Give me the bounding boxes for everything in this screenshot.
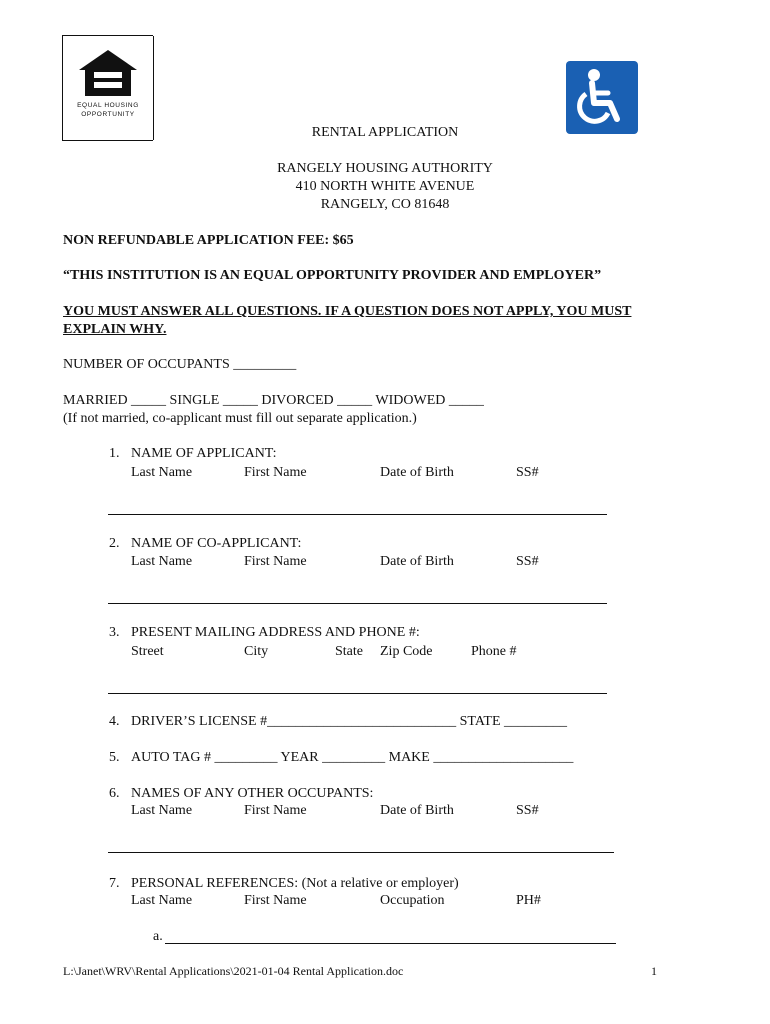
applicant-entry-line[interactable] (108, 514, 607, 515)
column-last-name: Last Name (131, 554, 193, 569)
document-title: RENTAL APPLICATION (311, 125, 459, 140)
column-state: State (335, 644, 363, 659)
column-phone: Phone # (471, 644, 517, 659)
auto-tag-field[interactable]: AUTO TAG # _________ YEAR _________ MAKE ____________________ (131, 750, 574, 765)
marital-status[interactable]: MARRIED _____ SINGLE _____ DIVORCED _____ WIDOWED _____ (63, 393, 484, 408)
column-date-of-birth: Date of Birth (380, 803, 454, 818)
footer-file-path: L:\Janet\WRV\Rental Applications\2021-01-04 Rental Application.doc (63, 964, 404, 978)
column-phone: PH# (516, 893, 541, 908)
number-of-occupants[interactable]: NUMBER OF OCCUPANTS _________ (63, 357, 297, 372)
drivers-license-field[interactable]: DRIVER’S LICENSE #___________________________ STATE _________ (131, 714, 567, 729)
organization-name: RANGELY HOUSING AUTHORITY (277, 161, 493, 176)
equal-opportunity-statement: “THIS INSTITUTION IS AN EQUAL OPPORTUNITY PROVIDER AND EMPLOYER” (63, 268, 602, 283)
section-1-label: NAME OF APPLICANT: (131, 446, 277, 461)
section-1-number: 1. (109, 446, 120, 461)
section-7-number: 7. (109, 876, 120, 891)
section-7-label: PERSONAL REFERENCES: (Not a relative or employer) (131, 876, 459, 891)
column-ssn: SS# (516, 554, 539, 569)
column-city: City (244, 644, 269, 659)
section-4-number: 4. (109, 714, 120, 729)
reference-a-entry-line[interactable] (165, 943, 616, 944)
column-date-of-birth: Date of Birth (380, 465, 454, 480)
column-last-name: Last Name (131, 465, 193, 480)
column-ssn: SS# (516, 465, 539, 480)
section-6-label: NAMES OF ANY OTHER OCCUPANTS: (131, 786, 374, 801)
section-2-label: NAME OF CO-APPLICANT: (131, 536, 302, 551)
answer-instruction-line1: YOU MUST ANSWER ALL QUESTIONS. IF A QUESTION DOES NOT APPLY, YOU MUST (63, 304, 632, 319)
column-street: Street (131, 644, 164, 659)
column-occupation: Occupation (380, 893, 445, 908)
logo-text-line1: EQUAL HOUSING (77, 102, 139, 109)
logo-text-line2: OPPORTUNITY (81, 111, 135, 118)
section-3-number: 3. (109, 625, 120, 640)
reference-a-label: a. (153, 929, 163, 944)
address-line-2: RANGELY, CO 81648 (320, 197, 450, 212)
address-entry-line[interactable] (108, 693, 607, 694)
column-last-name: Last Name (131, 893, 193, 908)
column-first-name: First Name (244, 803, 307, 818)
wheelchair-icon (566, 61, 638, 134)
column-date-of-birth: Date of Birth (380, 554, 454, 569)
column-first-name: First Name (244, 465, 307, 480)
section-5-number: 5. (109, 750, 120, 765)
section-6-number: 6. (109, 786, 120, 801)
section-3-label: PRESENT MAILING ADDRESS AND PHONE #: (131, 625, 420, 640)
co-applicant-entry-line[interactable] (108, 603, 607, 604)
column-zip-code: Zip Code (380, 644, 433, 659)
column-first-name: First Name (244, 554, 307, 569)
answer-instruction-line2: EXPLAIN WHY. (63, 322, 167, 337)
section-2-number: 2. (109, 536, 120, 551)
application-fee: NON REFUNDABLE APPLICATION FEE: $65 (63, 233, 354, 248)
column-last-name: Last Name (131, 803, 193, 818)
other-occupants-entry-line[interactable] (108, 852, 614, 853)
address-line-1: 410 NORTH WHITE AVENUE (295, 179, 475, 194)
marital-note: (If not married, co-applicant must fill out separate application.) (63, 411, 417, 426)
column-first-name: First Name (244, 893, 307, 908)
page-number: 1 (651, 964, 657, 978)
house-icon (77, 48, 139, 98)
column-ssn: SS# (516, 803, 539, 818)
